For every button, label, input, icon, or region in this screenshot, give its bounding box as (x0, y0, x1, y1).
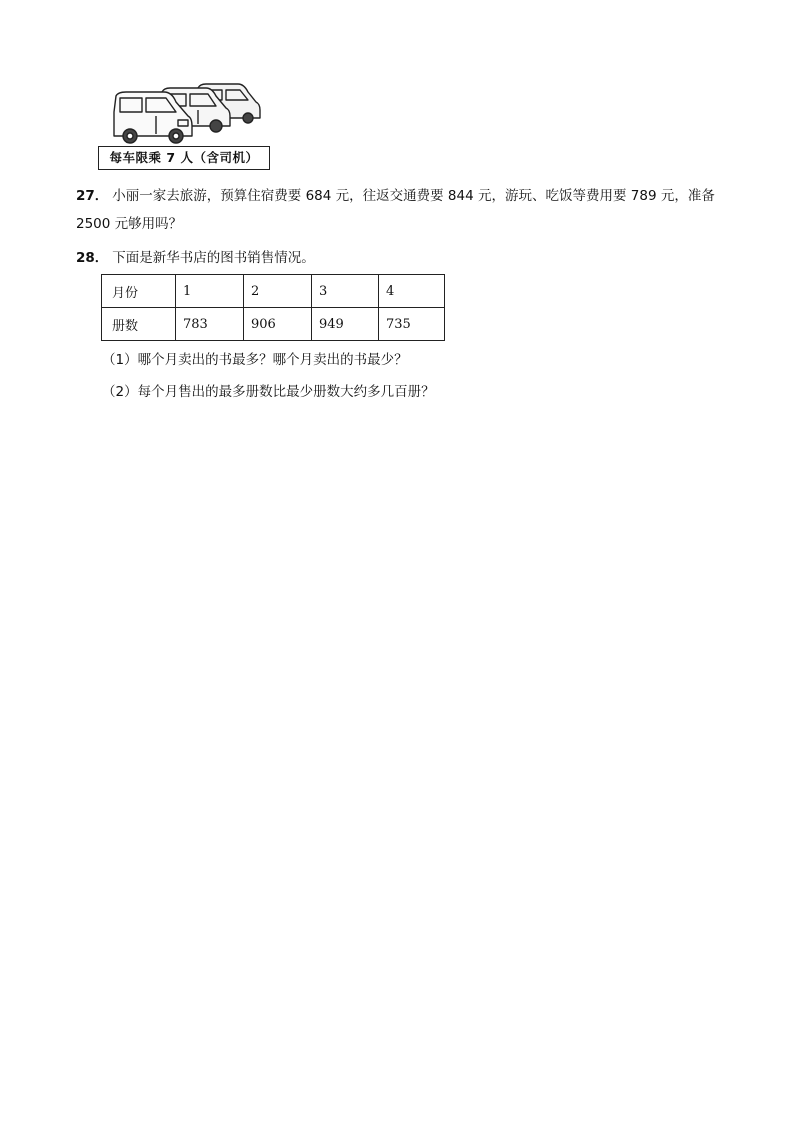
table-header-month: 月份 (102, 275, 176, 308)
question-27-text: 小丽一家去旅游，预算住宿费要 684 元，往返交通费要 844 元，游玩、吃饭等费用要 789 元，准备 2500 元够用吗？ (76, 188, 715, 232)
vans-drawing (98, 80, 272, 148)
question-28 (76, 244, 741, 272)
table-header-count: 册数 (102, 308, 176, 341)
table-cell-month: 4 (379, 275, 445, 308)
table-cell-count: 906 (244, 308, 312, 341)
table-cell-count: 949 (312, 308, 379, 341)
question-28-text: 下面是新华书店的图书销售情况。 (112, 250, 315, 266)
question-28-part-2: （2）每个月售出的最多册数比最少册数大约多几百册？ (102, 384, 435, 400)
vans-caption: 每车限乘 7 人（含司机） (98, 146, 270, 170)
table-cell-count: 783 (176, 308, 244, 341)
table-cell-month: 1 (176, 275, 244, 308)
question-28-part-1: （1）哪个月卖出的书最多？哪个月卖出的书最少？ (102, 352, 408, 368)
question-27 (76, 182, 741, 238)
table-cell-month: 2 (244, 275, 312, 308)
table-row-months (102, 275, 445, 308)
table-cell-month: 3 (312, 275, 379, 308)
vans-illustration (98, 80, 272, 172)
book-sales-table (101, 274, 445, 341)
question-27-number: 27． (76, 188, 109, 204)
table-row-counts (102, 308, 445, 341)
table-cell-count: 735 (379, 308, 445, 341)
question-28-number: 28． (76, 250, 109, 266)
